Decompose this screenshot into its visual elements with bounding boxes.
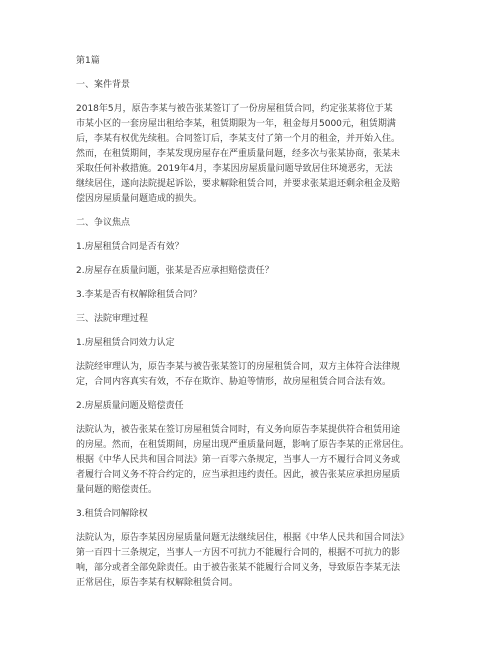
text-line: 第一百四十三条规定，当事人一方因不可抗力不能履行合同的，根据不可抗力的影	[76, 548, 401, 558]
text-line: 响，部分或者全部免除责任。由于被告张某不能履行合同义务，导致原告李某无法	[76, 563, 401, 573]
dispute-item: 3.李某是否有权解除租赁合同？	[76, 290, 202, 300]
text-line: 然而，在租赁期间，李某发现房屋存在严重质量问题，经多次与张某协商，张某未	[76, 149, 401, 159]
paragraph-background	[76, 102, 430, 207]
section-heading-dispute: 二、争议焦点	[76, 218, 131, 228]
section-heading-trial: 三、法院审理过程	[76, 314, 149, 324]
text-line: 2018年5月，原告李某与被告张某签订了一份房屋租赁合同，约定张某将位于某	[76, 104, 393, 114]
paragraph-termination	[76, 531, 430, 591]
dispute-item: 1.房屋租赁合同是否有效？	[76, 242, 184, 252]
text-line: 法院经审理认为，原告李某与被告张某签订的房屋租赁合同，双方主体符合法律规	[76, 362, 401, 372]
text-line: 法院认为，被告张某在签订房屋租赁合同时，有义务向原告李某提供符合租赁用途	[76, 425, 401, 435]
text-line: 根据《中华人民共和国合同法》第一百零六条规定，当事人一方不履行合同义务或	[76, 455, 401, 465]
text-line: 继续居住，遂向法院提起诉讼，要求解除租赁合同，并要求张某退还剩余租金及赔	[76, 179, 401, 189]
text-line: 后，李某有权优先续租。合同签订后，李某支付了第一个月的租金，并开始入住。	[76, 134, 401, 144]
text-line: 偿因房屋质量问题造成的损失。	[76, 194, 203, 204]
text-line: 量问题的赔偿责任。	[76, 485, 158, 495]
text-line: 定，合同内容真实有效，不存在欺诈、胁迫等情形，故房屋租赁合同合法有效。	[76, 377, 392, 387]
paragraph-validity	[76, 360, 430, 390]
document-title: 第1篇	[76, 56, 100, 66]
section-heading-background: 一、案件背景	[76, 80, 131, 90]
document-page	[76, 54, 430, 600]
text-line: 正常居住，原告李某有权解除租赁合同。	[76, 578, 239, 588]
subsection-heading-liability: 2.房屋质量问题及赔偿责任	[76, 401, 184, 411]
text-line: 采取任何补救措施。2019年4月，李某因房屋质量问题导致居住环境恶劣，无法	[76, 164, 393, 174]
text-line: 法院认为，原告李某因房屋质量问题无法继续居住，根据《中华人民共和国合同法》	[76, 533, 410, 543]
text-line: 市某小区的一套房屋出租给李某，租赁期限为一年，租金每月5000元，租赁期满	[76, 119, 396, 129]
text-line: 的房屋。然而，在租赁期间，房屋出现严重质量问题，影响了原告李某的正常居住。	[76, 440, 410, 450]
subsection-heading-validity: 1.房屋租赁合同效力认定	[76, 338, 175, 348]
dispute-item: 2.房屋存在质量问题，张某是否应承担赔偿责任？	[76, 266, 274, 276]
text-line: 者履行合同义务不符合约定的，应当承担违约责任。因此，被告张某应承担房屋质	[76, 470, 401, 480]
paragraph-liability	[76, 423, 430, 498]
subsection-heading-termination: 3.租赁合同解除权	[76, 509, 148, 519]
